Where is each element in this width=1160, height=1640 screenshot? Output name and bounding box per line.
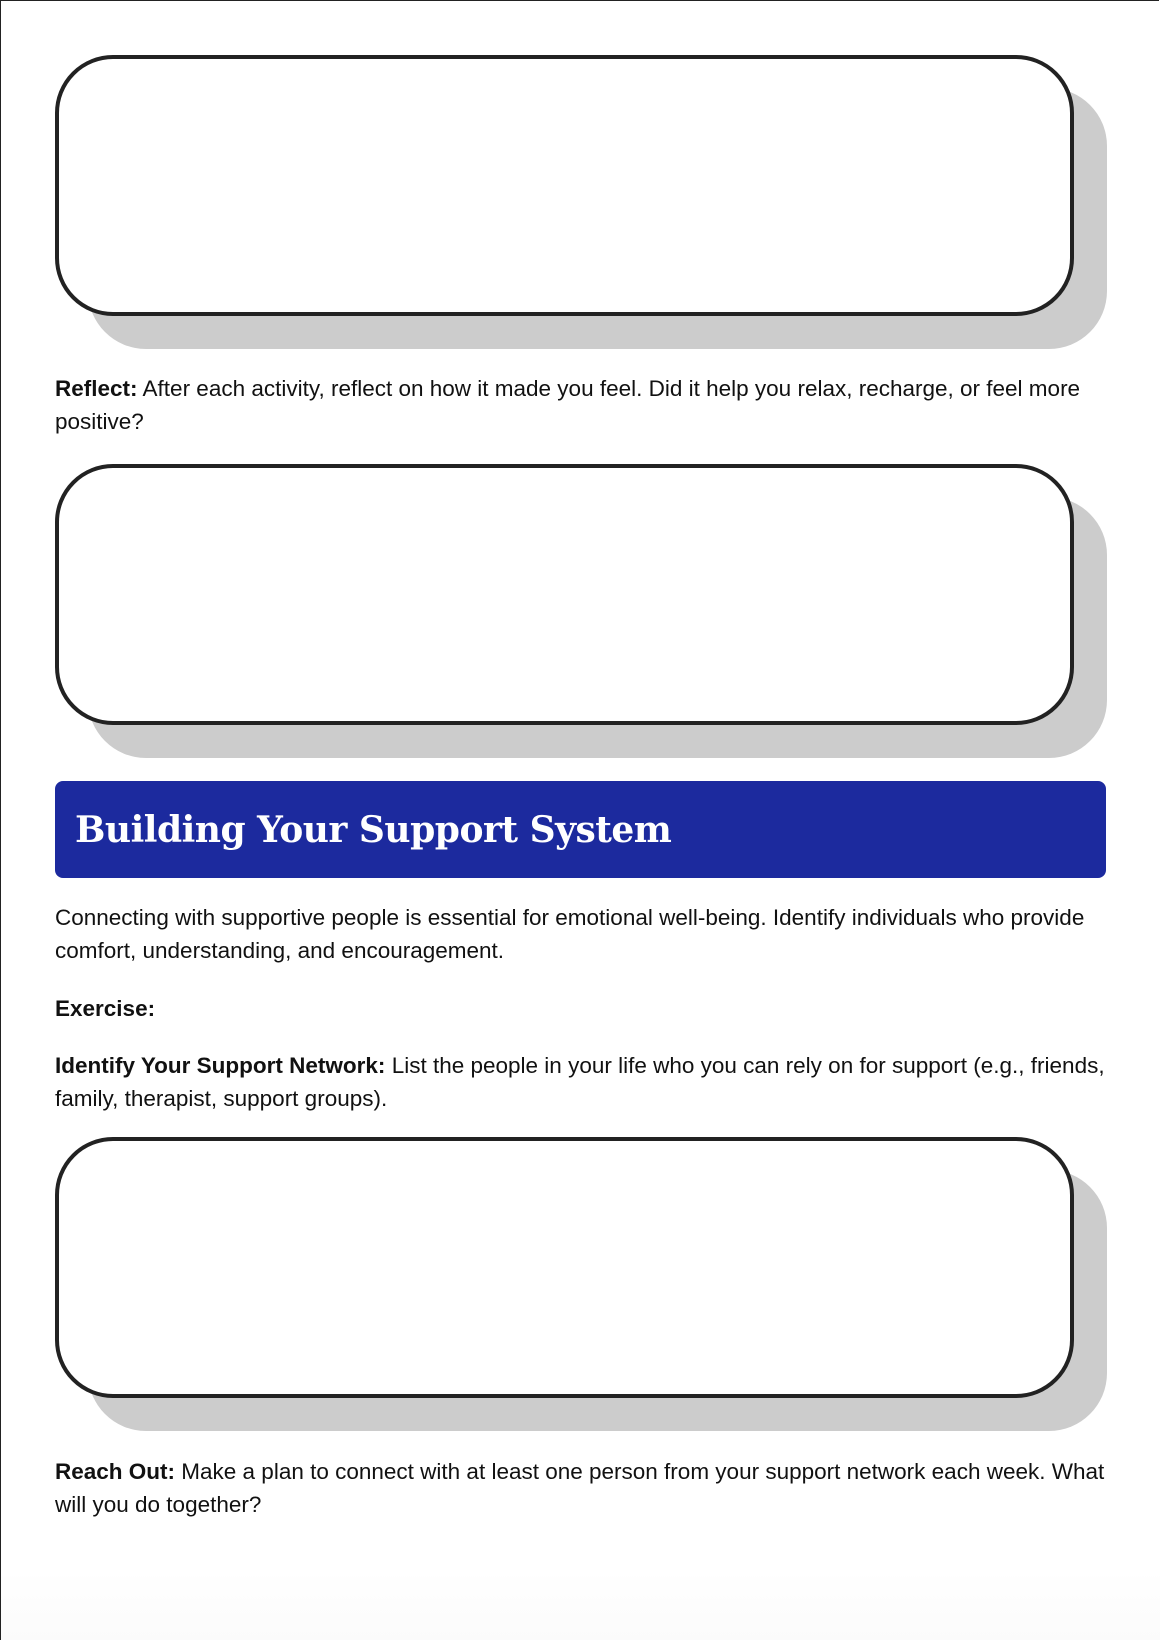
reflect-label: Reflect:	[55, 376, 138, 401]
section-title: Building Your Support System	[75, 808, 672, 851]
exercise-label: Exercise:	[55, 996, 156, 1021]
answer-box-support-network[interactable]	[55, 1137, 1074, 1398]
identify-prompt	[55, 1049, 1115, 1115]
reflect-prompt	[55, 372, 1115, 438]
reach-out-text: Make a plan to connect with at least one person from your support network each week. What will you do together?	[55, 1459, 1105, 1517]
intro-paragraph: Connecting with supportive people is essential for emotional well-being. Identify individuals who provide comfort, understanding, and encouragement.	[55, 905, 1085, 963]
answer-box-reflect[interactable]	[55, 464, 1074, 725]
answer-box-activities[interactable]	[55, 55, 1074, 316]
reach-out-prompt	[55, 1455, 1115, 1521]
section-header	[55, 781, 1106, 878]
reflect-text: After each activity, reflect on how it made you feel. Did it help you relax, recharge, or feel more positive?	[55, 376, 1081, 434]
page-bottom-fade	[1, 1570, 1160, 1640]
identify-text: List the people in your life who you can rely on for support (e.g., friends, family, therapist, support groups).	[55, 1053, 1105, 1111]
identify-label: Identify Your Support Network:	[55, 1053, 386, 1078]
reach-out-label: Reach Out:	[55, 1459, 176, 1484]
